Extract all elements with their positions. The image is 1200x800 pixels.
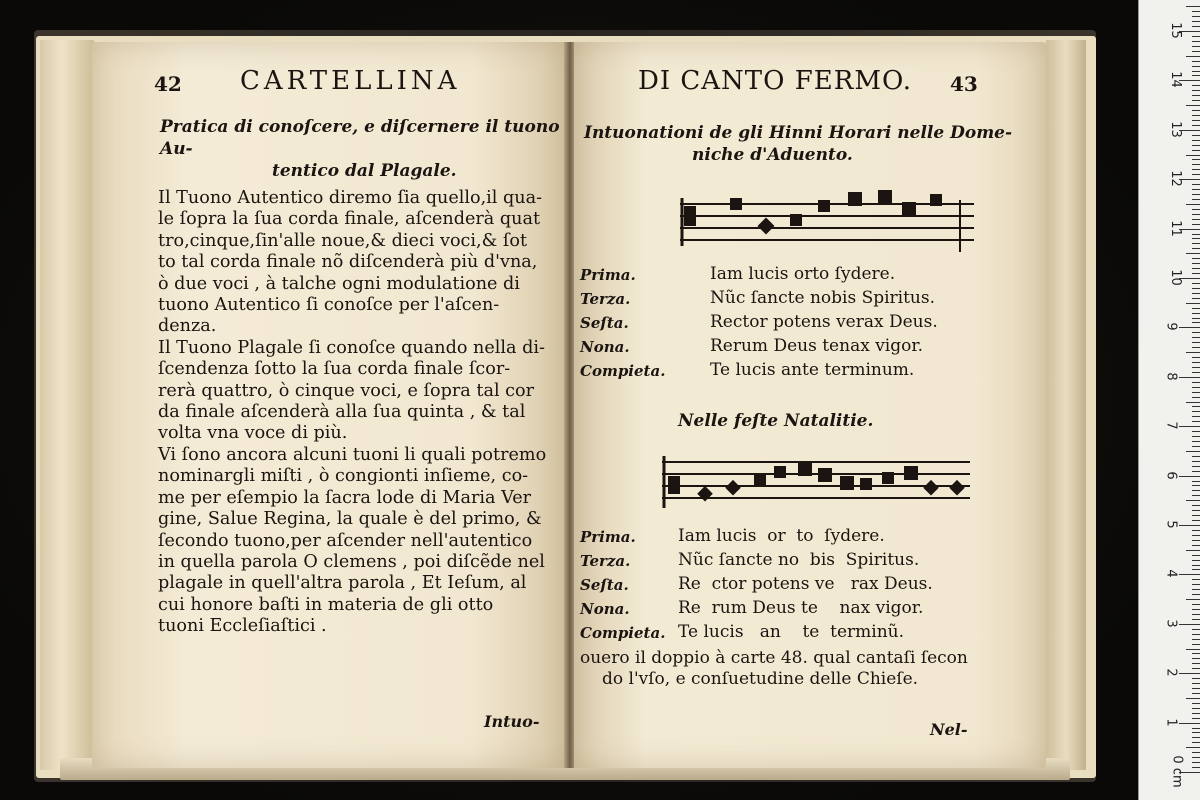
ruler-tick xyxy=(1192,644,1200,645)
hymn-hour-label: Compieta. xyxy=(580,362,666,380)
hymn-incipit: Nũc ſancte no bis Spiritus. xyxy=(678,550,920,570)
ruler-tick xyxy=(1192,234,1200,235)
hymn-hour-label: Seſta. xyxy=(580,576,629,594)
ruler-tick xyxy=(1192,392,1200,393)
ruler-tick xyxy=(1192,199,1200,200)
ruler-label: 8 xyxy=(1163,372,1179,381)
ruler-tick xyxy=(1192,708,1200,709)
ruler-tick xyxy=(1192,530,1200,531)
section-title xyxy=(584,122,1012,166)
hymn-incipit: Iam lucis orto ſydere. xyxy=(710,264,896,284)
hymn-hour-label: Prima. xyxy=(580,266,636,284)
ruler-tick xyxy=(1192,71,1200,72)
ruler-tick xyxy=(1192,535,1200,536)
running-head: CARTELLINA xyxy=(240,66,461,96)
hymn-incipit: Rerum Deus tenax vigor. xyxy=(710,336,924,356)
ruler-tick xyxy=(1192,703,1200,704)
body-line: nominargli miſti , ò congionti inſieme, co- xyxy=(158,466,529,487)
body-line: da finale aſcenderà alla ſua quinta , & tal xyxy=(158,402,526,423)
music-staff xyxy=(660,452,974,518)
ruler-label: 10 xyxy=(1167,269,1183,286)
ruler-label: 4 xyxy=(1163,569,1179,579)
ruler-tick xyxy=(1192,436,1200,437)
body-line: Vi ſono ancora alcuni tuoni li quali potremo xyxy=(158,444,547,465)
ruler-tick xyxy=(1186,500,1200,501)
ruler-tick xyxy=(1192,411,1200,412)
body-line: gine, Salue Regina, la quale è del primo, & xyxy=(158,509,542,530)
ruler-tick xyxy=(1192,298,1200,299)
ruler-tick xyxy=(1192,718,1200,719)
ruler-tick xyxy=(1192,545,1200,546)
ruler-label: 7 xyxy=(1163,421,1179,430)
ruler-label: 3 xyxy=(1163,619,1179,628)
ruler-tick xyxy=(1179,574,1200,575)
ruler-tick xyxy=(1192,421,1200,422)
ruler-tick xyxy=(1192,61,1200,62)
ruler-tick xyxy=(1192,120,1200,121)
hymn-hour-label: Nona. xyxy=(580,338,630,356)
body-line: ſcendenza ſotto la ſua corda finale ſcor- xyxy=(158,359,511,380)
ruler-tick xyxy=(1192,288,1200,289)
ruler-tick xyxy=(1192,594,1200,595)
ruler-tick xyxy=(1192,565,1200,566)
ruler-tick xyxy=(1192,663,1200,664)
hymn-incipit: Te lucis ante terminum. xyxy=(710,360,915,380)
ruler-tick xyxy=(1192,728,1200,729)
hymn-hour-label: Seſta. xyxy=(580,314,629,332)
ruler-label: 2 xyxy=(1163,668,1179,677)
hymn-hour-label: Nona. xyxy=(580,600,630,618)
ruler-tick xyxy=(1192,224,1200,225)
ruler-tick xyxy=(1186,599,1200,600)
ruler-tick xyxy=(1192,510,1200,511)
ruler-tick xyxy=(1192,209,1200,210)
ruler-label: 12 xyxy=(1167,170,1183,187)
ruler-tick xyxy=(1186,747,1200,748)
hymn-incipit: Nũc ſancte nobis Spiritus. xyxy=(710,288,936,308)
ruler-tick xyxy=(1186,105,1200,106)
ruler-tick xyxy=(1192,90,1200,91)
ruler-tick xyxy=(1192,485,1200,486)
music-staff xyxy=(678,190,978,262)
ruler-tick xyxy=(1192,560,1200,561)
ruler-tick xyxy=(1179,327,1200,328)
ruler-tick xyxy=(1192,471,1200,472)
ruler-tick xyxy=(1179,476,1200,477)
ruler-tick xyxy=(1192,757,1200,758)
ruler-tick xyxy=(1192,135,1200,136)
body-line: me per eſempio la ſacra lode di Maria Ver xyxy=(158,487,532,508)
ruler-tick xyxy=(1192,382,1200,383)
ruler-tick xyxy=(1192,406,1200,407)
ruler-tick xyxy=(1192,357,1200,358)
ruler-tick xyxy=(1192,66,1200,67)
catchword: Intuo- xyxy=(484,712,540,731)
ruler-tick xyxy=(1179,426,1200,427)
body-line: rerà quattro, ò cinque voci, e ſopra tal cor xyxy=(158,380,535,401)
ruler-tick xyxy=(1192,367,1200,368)
ruler-tick xyxy=(1192,683,1200,684)
ruler-tick xyxy=(1192,95,1200,96)
ruler-tick xyxy=(1192,688,1200,689)
ruler-tick xyxy=(1192,110,1200,111)
ruler-tick xyxy=(1179,525,1200,526)
ruler-tick xyxy=(1192,283,1200,284)
ruler-tick xyxy=(1192,219,1200,220)
ruler-tick xyxy=(1192,21,1200,22)
ruler-tick xyxy=(1192,767,1200,768)
body-line: volta vna voce di più. xyxy=(158,423,348,444)
ruler-tick xyxy=(1186,352,1200,353)
closing-text xyxy=(580,648,968,691)
ruler-tick xyxy=(1192,51,1200,52)
ruler-tick xyxy=(1192,584,1200,585)
ruler-tick xyxy=(1192,604,1200,605)
ruler-tick xyxy=(1192,308,1200,309)
ruler-label: 5 xyxy=(1163,520,1179,529)
ruler-tick xyxy=(1192,342,1200,343)
left-page xyxy=(92,42,566,768)
ruler-tick xyxy=(1192,752,1200,753)
ruler-tick xyxy=(1192,268,1200,269)
ruler-label: 9 xyxy=(1163,322,1179,332)
ruler-tick xyxy=(1192,515,1200,516)
section-title-line: Pratica di conoſcere, e diſcernere il tuono Au- xyxy=(160,117,560,159)
ruler-tick xyxy=(1192,100,1200,101)
ruler-tick xyxy=(1192,125,1200,126)
ruler-tick xyxy=(1192,332,1200,333)
body-line: Il Tuono Plagale ſi conoſce quando nella di- xyxy=(158,337,545,358)
ruler-tick xyxy=(1192,569,1200,570)
subsection-title: Nelle feſte Natalitie. xyxy=(678,411,874,431)
body-line: tuono Autentico ſi conoſce per l'aſcen- xyxy=(158,295,500,316)
ruler-tick xyxy=(1186,550,1200,551)
ruler-tick xyxy=(1192,145,1200,146)
ruler-tick xyxy=(1192,639,1200,640)
ruler-tick xyxy=(1192,668,1200,669)
body-line: le ſopra la ſua corda finale, aſcenderà quat xyxy=(158,209,541,230)
body-line: Il Tuono Autentico diremo ſia quello,il qua- xyxy=(158,188,543,208)
ruler-tick xyxy=(1186,451,1200,452)
ruler-tick xyxy=(1192,75,1200,76)
ruler-tick xyxy=(1192,214,1200,215)
ruler-tick xyxy=(1192,555,1200,556)
right-fore-edge xyxy=(1046,40,1086,770)
ruler-tick xyxy=(1192,258,1200,259)
ruler-tick xyxy=(1192,456,1200,457)
body-line: cui honore baſti in materia de gli otto xyxy=(158,594,494,615)
ruler-tick xyxy=(1192,540,1200,541)
body-line: to tal corda finale nõ diſcenderà più d'vna, xyxy=(158,252,538,273)
ruler-tick xyxy=(1192,318,1200,319)
ruler-label: 11 xyxy=(1167,219,1183,237)
body-line: in quella parola O clemens , poi diſcẽde nel xyxy=(158,551,545,572)
ruler-tick xyxy=(1192,619,1200,620)
body-text xyxy=(158,188,546,638)
ruler-tick xyxy=(1186,303,1200,304)
ruler-tick xyxy=(1186,204,1200,205)
catchword: Nel- xyxy=(930,720,968,739)
ruler-tick xyxy=(1192,140,1200,141)
hymn-incipit: Iam lucis or to ſydere. xyxy=(678,526,885,546)
ruler-tick xyxy=(1192,658,1200,659)
hymn-hour-label: Terza. xyxy=(580,552,631,570)
ruler-tick xyxy=(1192,495,1200,496)
hymn-hour-label: Compieta. xyxy=(580,624,666,642)
section-title xyxy=(160,116,566,182)
ruler-tick xyxy=(1192,243,1200,244)
hymn-incipit: Te lucis an te terminũ. xyxy=(678,622,905,642)
ruler-tick xyxy=(1192,184,1200,185)
ruler-tick xyxy=(1192,322,1200,323)
left-fore-edge xyxy=(40,40,94,770)
hymn-hour-label: Prima. xyxy=(580,528,636,546)
ruler-tick xyxy=(1192,466,1200,467)
ruler-tick xyxy=(1186,6,1200,7)
ruler-tick xyxy=(1192,505,1200,506)
ruler-tick xyxy=(1192,41,1200,42)
ruler-tick xyxy=(1186,253,1200,254)
ruler-tick xyxy=(1192,609,1200,610)
section-title-line: Intuonationi de gli Hinni Horari nelle Dome- xyxy=(584,123,1013,143)
ruler-tick xyxy=(1192,248,1200,249)
ruler-tick xyxy=(1192,115,1200,116)
body-line: ſecondo tuono,per aſcender nell'autentico xyxy=(158,530,533,551)
hymn-incipit: Rector potens verax Deus. xyxy=(710,312,938,332)
ruler-tick xyxy=(1192,11,1200,12)
ruler-tick xyxy=(1186,698,1200,699)
ruler-label: 15 xyxy=(1167,22,1183,39)
ruler-tick xyxy=(1192,387,1200,388)
ruler-tick xyxy=(1192,579,1200,580)
ruler-tick xyxy=(1192,441,1200,442)
ruler-tick xyxy=(1192,678,1200,679)
body-line: denza. xyxy=(158,316,217,337)
ruler-tick xyxy=(1192,26,1200,27)
body-line: tuoni Eccleſiaſtici . xyxy=(158,616,327,637)
closing-line: ouero il doppio à carte 48. qual cantaſi ſecon xyxy=(580,648,968,668)
ruler-tick xyxy=(1192,337,1200,338)
ruler-label: 13 xyxy=(1167,121,1183,138)
ruler-tick xyxy=(1192,629,1200,630)
ruler-tick xyxy=(1192,194,1200,195)
ruler-tick xyxy=(1186,402,1200,403)
ruler-tick xyxy=(1192,150,1200,151)
ruler-tick xyxy=(1192,520,1200,521)
page-number: 42 xyxy=(154,72,182,96)
right-page xyxy=(574,42,1046,768)
page-number: 43 xyxy=(950,72,978,96)
ruler-tick xyxy=(1192,737,1200,738)
ruler-tick xyxy=(1192,762,1200,763)
ruler-tick xyxy=(1192,85,1200,86)
ruler-tick xyxy=(1186,649,1200,650)
ruler-tick xyxy=(1192,589,1200,590)
ruler-tick xyxy=(1192,164,1200,165)
ruler-tick xyxy=(1192,174,1200,175)
ruler-tick xyxy=(1192,372,1200,373)
ruler-label: 0 cm xyxy=(1169,755,1185,788)
ruler-tick xyxy=(1192,293,1200,294)
ruler-tick xyxy=(1192,481,1200,482)
ruler-tick xyxy=(1192,273,1200,274)
ruler-tick xyxy=(1192,416,1200,417)
body-line: plagale in quell'altra parola , Et Ieſum, al xyxy=(158,573,527,594)
ruler-tick xyxy=(1192,169,1200,170)
ruler-tick xyxy=(1192,362,1200,363)
ruler-tick xyxy=(1192,431,1200,432)
ruler-tick xyxy=(1192,446,1200,447)
running-head: DI CANTO FERMO. xyxy=(638,66,912,96)
ruler-tick xyxy=(1192,238,1200,239)
ruler-tick xyxy=(1192,347,1200,348)
ruler-tick xyxy=(1179,377,1200,378)
section-title-line: niche d'Aduento. xyxy=(692,145,853,165)
ruler-tick xyxy=(1192,634,1200,635)
hymn-incipit: Re ctor potens ve rax Deus. xyxy=(678,574,933,594)
ruler-tick xyxy=(1192,46,1200,47)
ruler-tick xyxy=(1192,653,1200,654)
ruler-tick xyxy=(1192,189,1200,190)
measuring-ruler xyxy=(1138,0,1200,800)
body-line: tro,cinque,ſin'alle noue,& dieci voci,& ſot xyxy=(158,230,528,251)
ruler-label: 1 xyxy=(1163,717,1179,727)
ruler-tick xyxy=(1192,693,1200,694)
ruler-tick xyxy=(1192,16,1200,17)
ruler-tick xyxy=(1179,624,1200,625)
section-title-line: tentico dal Plagale. xyxy=(272,161,457,181)
ruler-tick xyxy=(1192,490,1200,491)
ruler-label: 6 xyxy=(1163,470,1179,480)
body-line: ò due voci , à talche ogni modulatione di xyxy=(158,273,520,294)
ruler-tick xyxy=(1192,313,1200,314)
hymn-hour-label: Terza. xyxy=(580,290,631,308)
ruler-tick xyxy=(1192,461,1200,462)
ruler-tick xyxy=(1186,56,1200,57)
ruler-tick xyxy=(1192,713,1200,714)
ruler-tick xyxy=(1192,397,1200,398)
ruler-label: 14 xyxy=(1167,71,1183,89)
ruler-tick xyxy=(1192,263,1200,264)
ruler-tick xyxy=(1192,732,1200,733)
ruler-tick xyxy=(1179,723,1200,724)
ruler-tick xyxy=(1192,742,1200,743)
closing-line: do l'vſo, e conſuetudine delle Chieſe. xyxy=(602,669,919,690)
ruler-tick xyxy=(1192,159,1200,160)
ruler-tick xyxy=(1186,155,1200,156)
ruler-tick xyxy=(1192,614,1200,615)
hymn-incipit: Re rum Deus te nax vigor. xyxy=(678,598,924,618)
ruler-tick xyxy=(1179,673,1200,674)
ruler-tick xyxy=(1192,36,1200,37)
